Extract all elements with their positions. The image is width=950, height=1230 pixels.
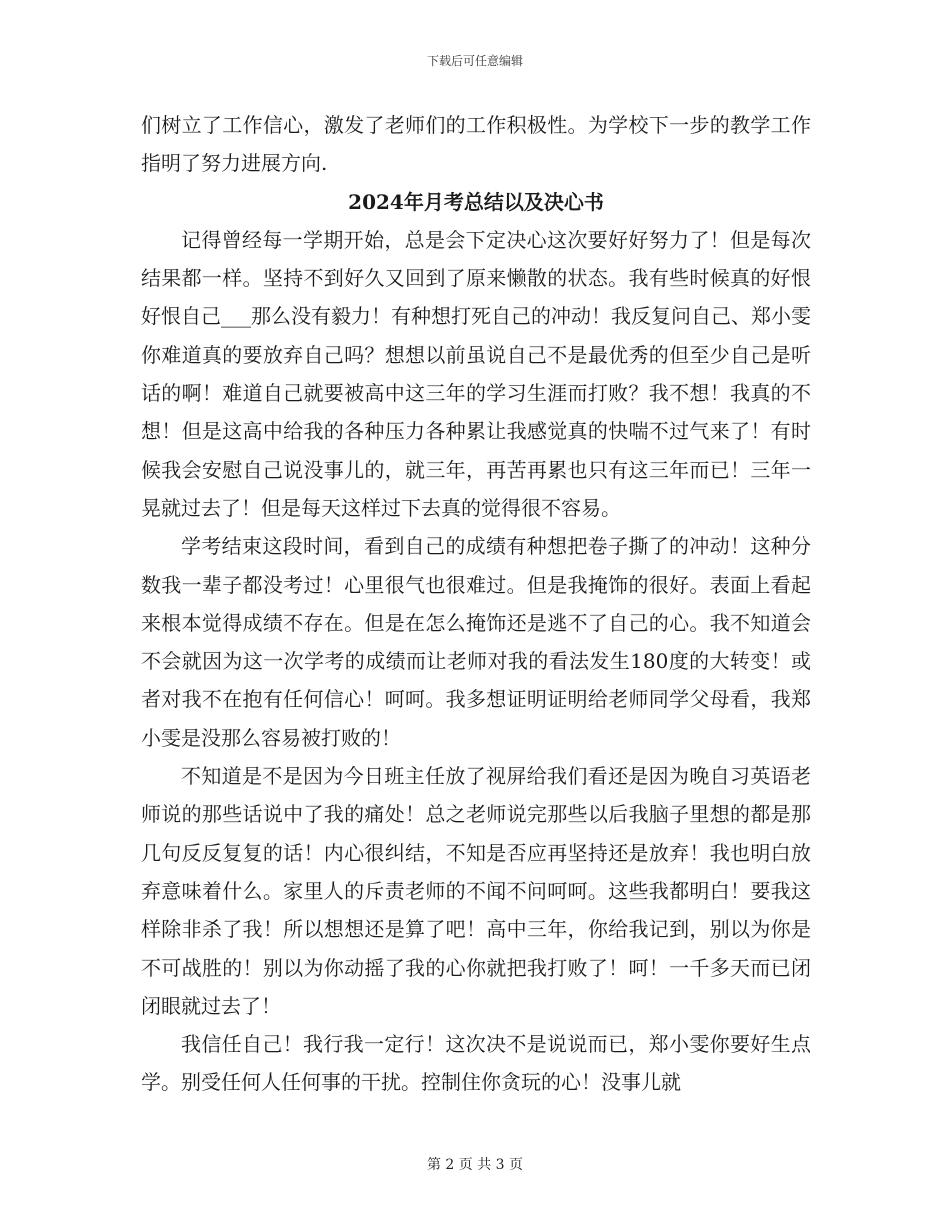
page-footer: 第 2 页 共 3 页 <box>426 1157 524 1173</box>
paragraph-3: 不知道是不是因为今日班主任放了视屏给我们看还是因为晚自习英语老师说的那些话说中了我的痛处！总之老师说完那些以后我脑子里想的都是那几句反反复复的话！内心很纠结，不知是否应再坚持还是放弃！我也明白放弃意味着什么。家里人的斥责老师的不闻不问呵呵。这些我都明白！要我这样除非杀了我！所以想想还是算了吧！高中三年，你给我记到，别以为你是不可战胜的！别以为你动摇了我的心你就把我打败了！呵！一千多天而已闭闭眼就过去了！ <box>141 764 811 1018</box>
paragraph-4: 我信任自己！我行我一定行！这次决不是说说而已，郑小雯你要好生点学。别受任何人任何事的干扰。控制住你贪玩的心！没事儿就 <box>141 1032 811 1095</box>
paragraph-2: 学考结束这段时间，看到自己的成绩有种想把卷子撕了的冲动！这种分数我一辈子都没考过！心里很气也很难过。但是我掩饰的很好。表面上看起来根本觉得成绩不存在。但是在怎么掩饰还是逃不了自己的心。我不知道会不会就因为这一次学考的成绩而让老师对我的看法发生180度的大转变！或者对我不在抱有任何信心！呵呵。我多想证明证明给老师同学父母看，我郑小雯是没那么容易被打败的！ <box>141 534 811 750</box>
page-header: 下载后可任意编辑 <box>426 54 523 68</box>
paragraph-1: 记得曾经每一学期开始，总是会下定决心这次要好好努力了！但是每次结果都一样。坚持不到好久又回到了原来懒散的状态。我有些时候真的好恨好恨自己___那么没有毅力！有种想打死自己的冲动！我反复问自己、郑小雯你难道真的要放弃自己吗？想想以前虽说自己不是最优秀的但至少自己是听话的啊！难道自己就要被高中这三年的学习生涯而打败？我不想！我真的不想！但是这高中给我的各种压力各种累让我感觉真的快喘不过气来了！有时候我会安慰自己说没事儿的，就三年，再苦再累也只有这三年而已！三年一晃就过去了！但是每天这样过下去真的觉得很不容易。 <box>141 227 811 520</box>
document-title: 2024年月考总结以及决心书 <box>348 189 604 214</box>
document-body <box>141 106 811 1102</box>
intro-paragraph: 们树立了工作信心，激发了老师们的工作积极性。为学校下一步的教学工作指明了努力进展方向. <box>141 113 811 176</box>
